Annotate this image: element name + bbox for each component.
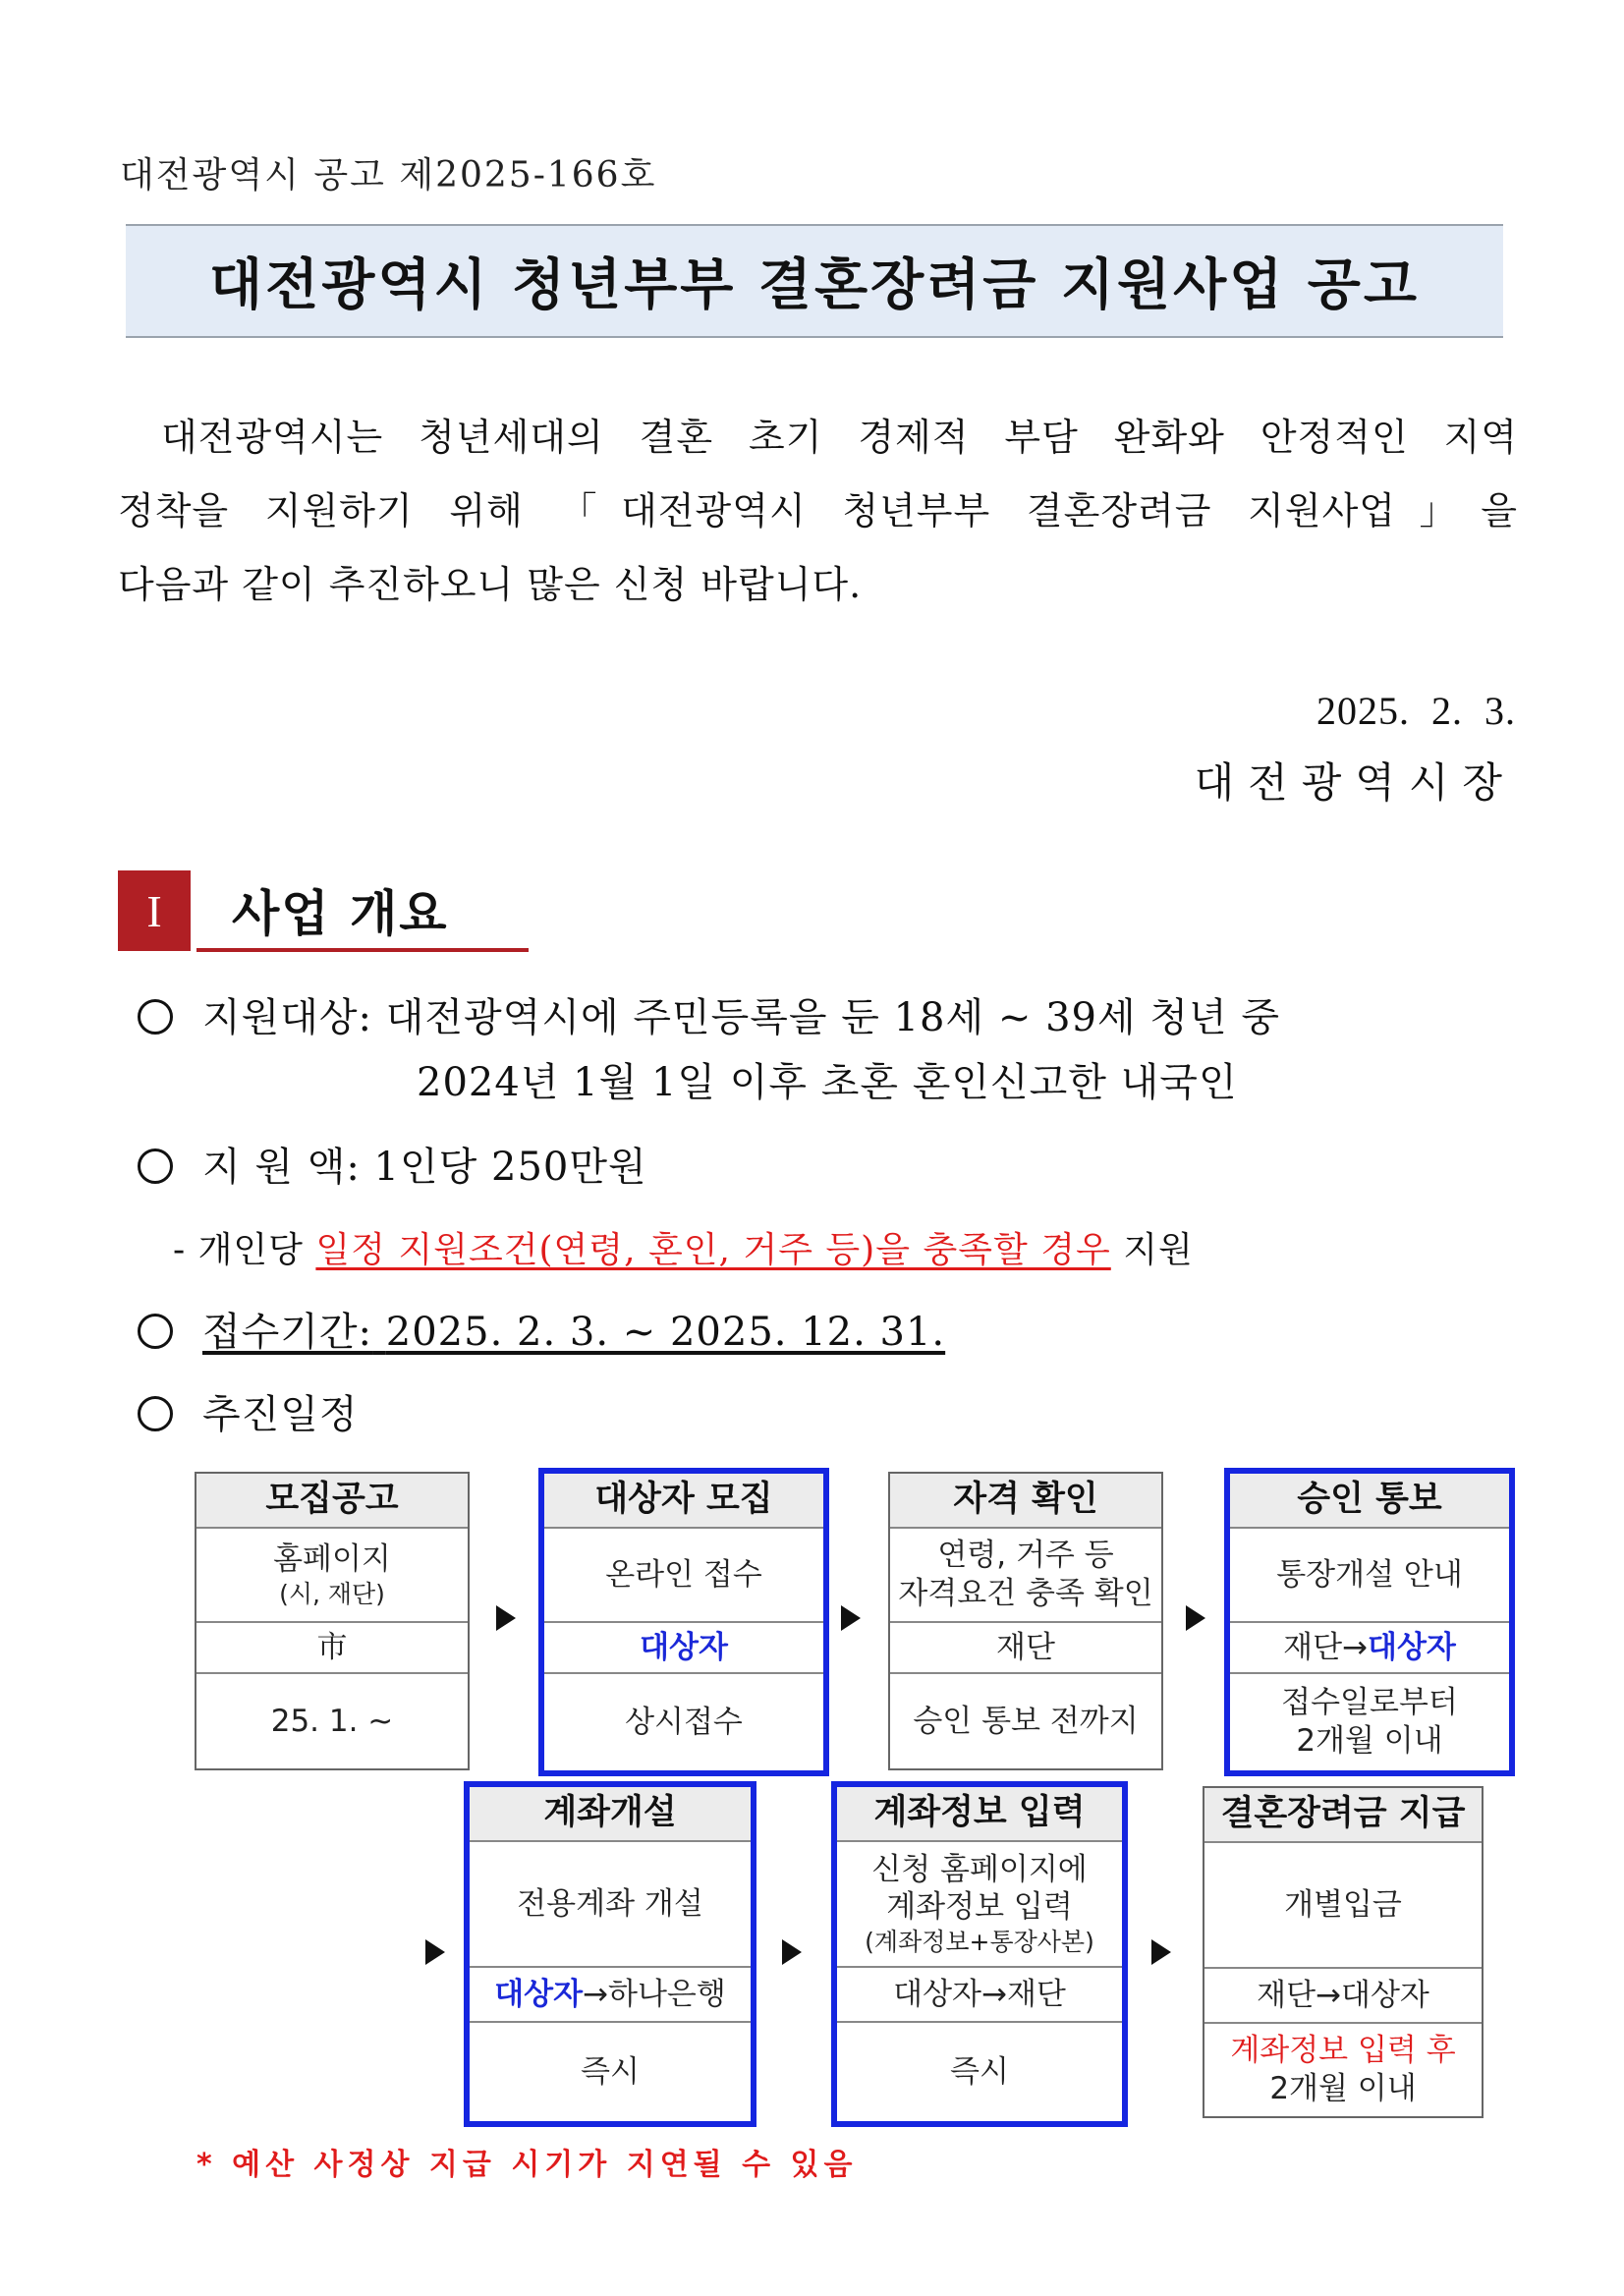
flow-step-desc-small: (시, 재단)	[279, 1579, 385, 1608]
period-value: 2025. 2. 3. ~ 2025. 12. 31.	[385, 1310, 946, 1355]
schedule-label: 추진일정	[202, 1392, 359, 1437]
period-item	[138, 1301, 945, 1357]
target-line-1: 대전광역시에 주민등록을 둔 18세 ~ 39세 청년 중	[385, 995, 1280, 1040]
flow-step-timing-text-2: 2개월 이내	[1296, 1723, 1443, 1759]
arrow-right-icon	[1186, 1605, 1205, 1631]
flow-step-title: 계좌개설	[470, 1787, 751, 1840]
flow-step-actor: 재단→대상자	[1204, 1967, 1482, 2022]
flow-step-desc: 통장개설 안내	[1230, 1527, 1509, 1621]
flow-step-desc	[196, 1527, 468, 1621]
flow-step-title: 계좌정보 입력	[837, 1787, 1122, 1840]
flow-step-actor: 대상자→재단	[837, 1966, 1122, 2021]
flow-step-actor: 대상자	[544, 1621, 823, 1672]
flow-step-desc: 온라인 접수	[544, 1527, 823, 1621]
flow-step-timing: 즉시	[470, 2021, 751, 2121]
flow-step-actor-from: 재단→	[1283, 1629, 1369, 1665]
flow-step-timing-text: 접수일로부터	[1281, 1685, 1458, 1721]
issuer-name: 대전광역시장	[1194, 758, 1516, 807]
amount-item	[138, 1136, 647, 1192]
flow-step-actor: 재단	[890, 1621, 1161, 1672]
flow-step-timing: 승인 통보 전까지	[890, 1672, 1161, 1768]
section-underline	[196, 948, 529, 952]
flow-step-desc-small: (계좌정보+통장사본)	[865, 1928, 1094, 1957]
flow-step-timing	[1204, 2022, 1482, 2116]
flow-step-timing-text-2: 2개월 이내	[1269, 2071, 1417, 2106]
bullet-circle-icon	[138, 1314, 173, 1349]
flow-step-timing: 상시접수	[544, 1672, 823, 1770]
flow-step-desc-text-2: 계좌정보 입력	[886, 1889, 1073, 1926]
flow-step-title: 결혼장려금 지급	[1204, 1788, 1482, 1841]
flow-step-desc-text: 연령, 거주 등	[937, 1538, 1114, 1574]
amount-note-prefix: - 개인당	[173, 1230, 304, 1270]
flow-step-timing-text: 계좌정보 입력 후	[1230, 2033, 1456, 2069]
flow-step-actor-from: 대상자	[494, 1976, 584, 2012]
flow-step-desc-text: 신청 홈페이지에	[871, 1851, 1088, 1887]
arrow-right-icon	[782, 1939, 802, 1965]
flow-step-desc: 개별입금	[1204, 1841, 1482, 1967]
bullet-circle-icon	[138, 999, 173, 1035]
flow-step-timing: 25. 1. ~	[196, 1672, 468, 1768]
period-label: 접수기간:	[202, 1310, 373, 1355]
flow-step-title: 승인 통보	[1230, 1474, 1509, 1527]
document-title-banner	[126, 224, 1503, 338]
arrow-right-icon	[496, 1605, 516, 1631]
flow-step-desc-text: 홈페이지	[273, 1541, 391, 1577]
intro-line-2: 정착을 지원하기 위해 「대전광역시 청년부부 결혼장려금 지원사업」을	[118, 489, 1518, 532]
target-line-2: 2024년 1월 1일 이후 초혼 혼인신고한 내국인	[417, 1060, 1238, 1105]
target-label: 지원대상:	[202, 995, 373, 1040]
flow-step-account-info-entry	[831, 1781, 1128, 2127]
amount-value: 1인당 250만원	[373, 1145, 647, 1190]
flow-step-title: 모집공고	[196, 1474, 468, 1527]
notice-number: 대전광역시 공고 제2025-166호	[120, 155, 657, 196]
flow-step-desc-text-2: 자격요건 충족 확인	[898, 1576, 1153, 1611]
flow-step-actor-to: →하나은행	[583, 1976, 726, 2012]
flow-step-title: 자격 확인	[890, 1474, 1161, 1527]
flow-step-timing: 즉시	[837, 2021, 1122, 2121]
arrow-right-icon	[841, 1605, 861, 1631]
flow-step-applicant-recruit	[538, 1468, 829, 1776]
amount-note-highlight: 일정 지원조건(연령, 혼인, 거주 등)을 충족할 경우	[315, 1230, 1111, 1270]
flow-step-title: 대상자 모집	[544, 1474, 823, 1527]
amount-note-suffix: 지원	[1123, 1230, 1194, 1270]
flow-step-desc: 전용계좌 개설	[470, 1840, 751, 1966]
flow-step-payment	[1203, 1786, 1484, 2118]
flow-step-desc	[837, 1840, 1122, 1966]
flow-step-account-opening	[464, 1781, 756, 2127]
flow-step-actor-to: 대상자	[1368, 1629, 1456, 1665]
document-title: 대전광역시 청년부부 결혼장려금 지원사업 공고	[209, 253, 1420, 317]
flow-step-recruit-notice	[195, 1472, 470, 1770]
arrow-right-icon	[425, 1939, 445, 1965]
flow-step-actor: 市	[196, 1621, 468, 1672]
budget-footnote: * 예산 사정상 지급 시기가 지연될 수 있음	[196, 2148, 858, 2182]
flow-step-desc	[890, 1527, 1161, 1621]
bullet-circle-icon	[138, 1148, 173, 1184]
flow-step-actor	[1230, 1621, 1509, 1672]
flow-step-timing	[1230, 1672, 1509, 1770]
period-text	[202, 1310, 945, 1355]
flow-step-eligibility-check	[888, 1472, 1163, 1770]
amount-note	[173, 1222, 1194, 1272]
section-title: 사업 개요	[232, 885, 449, 942]
schedule-item	[138, 1383, 359, 1439]
target-item	[138, 986, 1280, 1042]
flow-step-actor	[470, 1966, 751, 2021]
bullet-circle-icon	[138, 1396, 173, 1431]
flow-step-approval-notice	[1224, 1468, 1515, 1776]
intro-paragraph	[118, 401, 1518, 622]
intro-line-1: 대전광역시는 청년세대의 결혼 초기 경제적 부담 완화와 안정적인 지역	[161, 416, 1518, 459]
section-number-badge: I	[118, 870, 191, 951]
notice-date: 2025. 2. 3.	[1316, 689, 1516, 733]
arrow-right-icon	[1151, 1939, 1171, 1965]
intro-line-3: 다음과 같이 추진하오니 많은 신청 바랍니다.	[118, 563, 863, 606]
amount-label: 지 원 액:	[202, 1145, 361, 1190]
